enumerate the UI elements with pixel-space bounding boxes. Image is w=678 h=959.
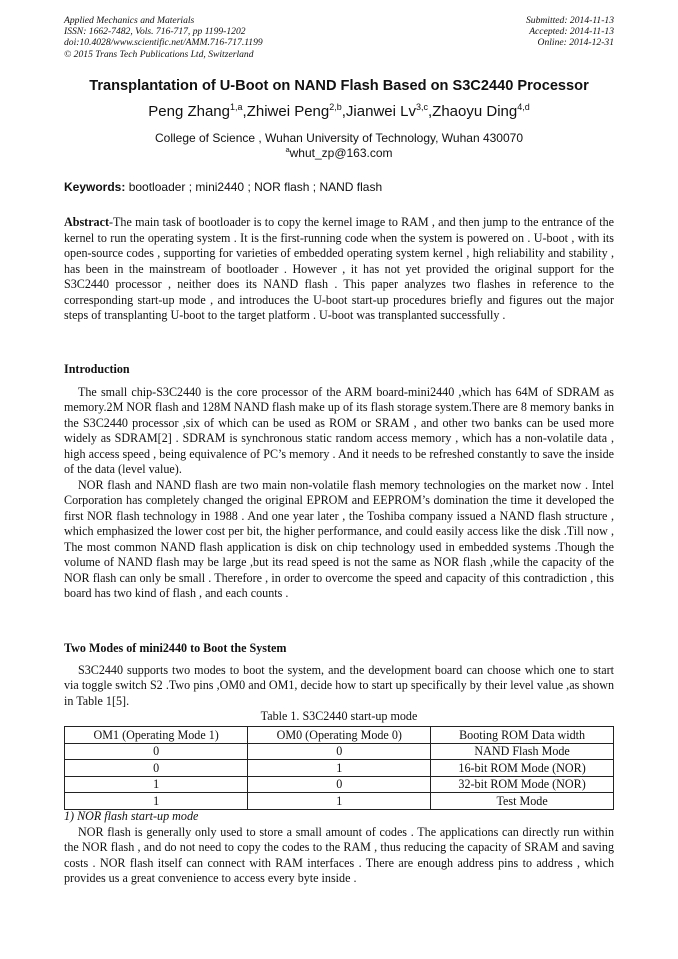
- keywords-label: Keywords:: [64, 180, 126, 194]
- intro-paragraph-2: NOR flash and NAND flash are two main non-volatile flash memory technologies on the market now . Intel Corporation has completely changed the original EPROM and EEPROM’s domination the time it developed the first NOR flash technology in 1988 . And one year later , the Toshiba company issued a NAND flash structure , which emphasized the lower cost per bit, the higher performance, and could easily access like the disk .Till now , The most common NAND flash application is disk on chip technology used in embedded systems .Though the volume of NAND flash may be large ,but its read speed is not the same as NOR flash ,while the capacity of the NOR flash can only be small . Therefore , in order to overcome the speed and capacity of this contradiction , this board has two kind of flash , and each counts .: [64, 477, 614, 600]
- table-cell: 1: [248, 760, 431, 777]
- copyright: © 2015 Trans Tech Publications Ltd, Switzerland: [64, 48, 254, 60]
- table-cell: 1: [248, 793, 431, 810]
- table-cell: Test Mode: [431, 793, 614, 810]
- table-row: [65, 743, 614, 760]
- nor-paragraph-1: NOR flash is generally only used to store a small amount of codes . The applications can directly run within the NOR flash , and do not need to copy the codes to the RAM , thus reducing the capacity of SRAM and saving costs . NOR flash itself can connect with RAM interfaces . There are enough address pins to address , which provides us a great convenience to access every byte inside .: [64, 824, 614, 885]
- modes-section: [64, 641, 614, 725]
- affiliation-block: [0, 131, 678, 161]
- dates-header: [526, 15, 614, 49]
- table-cell: 0: [248, 743, 431, 760]
- table-row: [65, 776, 614, 793]
- table-header-cell: Booting ROM Data width: [431, 727, 614, 744]
- email: whut_zp@163.com: [289, 146, 393, 160]
- table-cell: 32-bit ROM Mode (NOR): [431, 776, 614, 793]
- table-cell: 0: [65, 760, 248, 777]
- online-date: Online: 2014-12-31: [537, 37, 614, 49]
- abstract-text: -The main task of bootloader is to copy the kernel image to RAM , and then jump to the entrance of the kernel to run the operating system . It is the first-running code when the system is powered on . U-boot , with its open-source codes , supporting for varieties of embedded operating system kernel , high reliability and stability , has been in the mainstream of bootloader . However , it has not yet provided the original support for the S3C2440 processor , neither does its NAND flash . This paper analyzes two flashes in reference to the corresponding start-up mode , and introduces the U-boot start-up procedures briefly and figures out the major steps of transplanting U-boot to the target platform . U-boot was transplanted successfully .: [64, 215, 614, 322]
- table-cell: 1: [65, 793, 248, 810]
- author: Peng Zhang$^{1,a}$,: [148, 102, 247, 120]
- email-line: $^a$whut_zp@163.com: [285, 145, 393, 160]
- accepted-date: Accepted: 2014-11-13: [529, 26, 614, 38]
- table-cell: NAND Flash Mode: [431, 743, 614, 760]
- table-header-cell: OM1 (Operating Mode 1): [65, 727, 248, 744]
- abstract-label: Abstract: [64, 215, 110, 229]
- issn: ISSN: 1662-7482, Vols. 716-717, pp 1199-1202: [64, 26, 246, 38]
- affiliation: College of Science , Wuhan University of Technology, Wuhan 430070: [154, 131, 523, 145]
- introduction-section: [64, 362, 614, 602]
- abstract: [64, 215, 614, 324]
- intro-heading: Introduction: [64, 362, 130, 376]
- paper-title: Transplantation of U-Boot on NAND Flash Based on S3C2440 Processor: [89, 78, 589, 94]
- table-cell: 1: [65, 776, 248, 793]
- table-caption: Table 1. S3C2440 start-up mode: [260, 709, 418, 723]
- nor-heading: 1) NOR flash start-up mode: [64, 809, 199, 823]
- modes-heading: Two Modes of mini2440 to Boot the System: [64, 641, 287, 655]
- keywords-line: [64, 180, 382, 194]
- table-cell: 0: [248, 776, 431, 793]
- journal-header: [64, 15, 263, 60]
- author: Zhiwei Peng$^{2,b}$,: [246, 102, 346, 120]
- author: Zhaoyu Ding$^{4,d}$: [432, 102, 530, 120]
- startup-mode-table: [64, 726, 614, 810]
- journal-name: Applied Mechanics and Materials: [64, 15, 195, 26]
- nor-section: [64, 809, 614, 887]
- author-list: [0, 103, 678, 120]
- table-row: [65, 793, 614, 810]
- table-cell: 16-bit ROM Mode (NOR): [431, 760, 614, 777]
- keywords: bootloader ; mini2440 ; NOR flash ; NAND flash: [125, 180, 383, 194]
- modes-paragraph-1: S3C2440 supports two modes to boot the system, and the development board can choose which one to start via toggle switch S2 .Two pins ,OM0 and OM1, decide how to start up specifically by their level value ,as shown in Table 1[5].: [64, 662, 614, 708]
- intro-paragraph-1: The small chip-S3C2440 is the core processor of the ARM board-mini2440 ,which has 64M of SDRAM as memory.2M NOR flash and 128M NAND flash make up of its flash storage system.There are 8 memory banks in the S3C2440 processor ,six of which can be used as ROM or SRAM , and other two banks can be used more widely as SDRAM[2] . SDRAM is synchronous static random access memory , which has a non-volatile data , high access speed , being equivalence of PC’s memory . And it needs to be refreshed constantly to save the inside of the data (level value).: [64, 384, 614, 476]
- submitted-date: Submitted: 2014-11-13: [525, 15, 614, 26]
- table-row: [65, 760, 614, 777]
- doi: doi:10.4028/www.scientific.net/AMM.716-717.1199: [64, 37, 263, 49]
- table-header-cell: OM0 (Operating Mode 0): [248, 727, 431, 744]
- table-header-row: [65, 727, 614, 744]
- author: Jianwei Lv$^{3,c}$,: [345, 102, 433, 120]
- table-cell: 0: [65, 743, 248, 760]
